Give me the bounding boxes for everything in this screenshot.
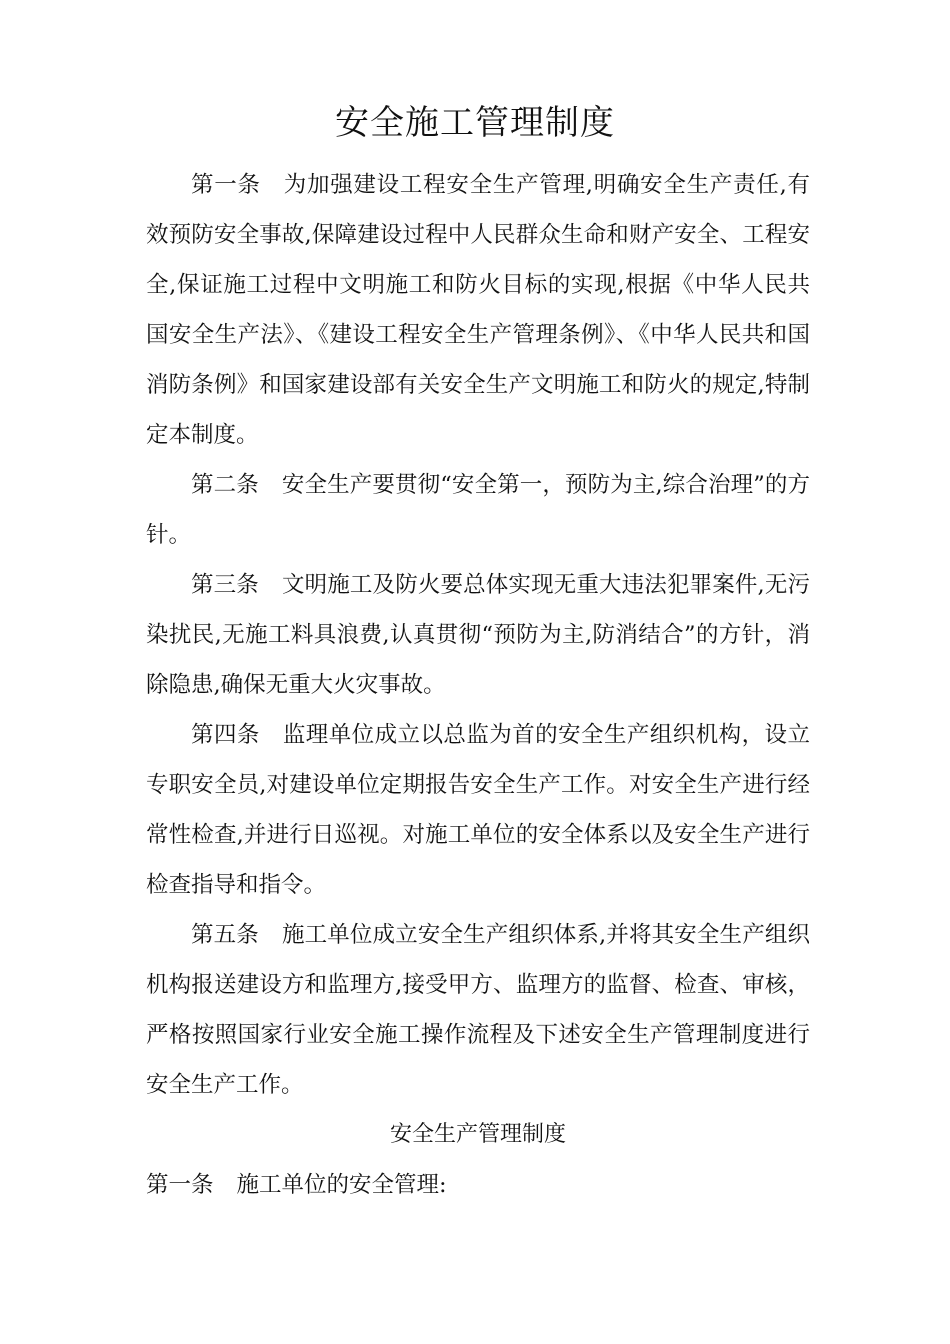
article-text: 为加强建设工程安全生产管理,明确安全生产责任,有效预防安全事故,保障建设过程中人民群众生命和财产安全、工程安全,保证施工过程中文明施工和防火目标的实现,根据《中华人民共国安全生产法》、《建设工程安全生产管理条例》、《中华人民共和国消防条例》和国家建设部有关安全生产文明施工和防火的规定,特制定本制度。 [146, 172, 810, 448]
document-title: 安全施工管理制度 [335, 103, 615, 143]
article-3 [146, 560, 810, 710]
article-5 [146, 910, 810, 1110]
article-label: 第二条 [191, 472, 259, 498]
article-4 [146, 710, 810, 910]
article-text: 文明施工及防火要总体实现无重大违法犯罪案件,无污染扰民,无施工料具浪费,认真贯彻“预防为主,防消结合”的方针，消除隐患,确保无重大火灾事故。 [146, 572, 810, 698]
subsection-text: 施工单位的安全管理: [236, 1172, 447, 1198]
subsection-label: 第一条 [146, 1172, 214, 1198]
article-label: 第三条 [191, 572, 259, 598]
article-2 [146, 460, 810, 560]
article-label: 第五条 [191, 922, 259, 948]
document-body [146, 160, 810, 1210]
article-label: 第四条 [191, 722, 260, 748]
article-text: 施工单位成立安全生产组织体系,并将其安全生产组织机构报送建设方和监理方,接受甲方、监理方的监督、检查、审核，严格按照国家行业安全施工操作流程及下述安全生产管理制度进行安全生产工作。 [146, 922, 810, 1098]
section-subtitle: 安全生产管理制度 [389, 1122, 566, 1147]
article-text: 安全生产要贯彻“安全第一，预防为主,综合治理”的方针。 [146, 472, 810, 548]
article-label: 第一条 [191, 172, 261, 198]
subsection-article-1 [146, 1160, 810, 1210]
article-text: 监理单位成立以总监为首的安全生产组织机构，设立专职安全员,对建设单位定期报告安全生产工作。对安全生产进行经常性检查,并进行日巡视。对施工单位的安全体系以及安全生产进行检查指导和指令。 [146, 722, 810, 898]
article-1 [146, 160, 810, 460]
